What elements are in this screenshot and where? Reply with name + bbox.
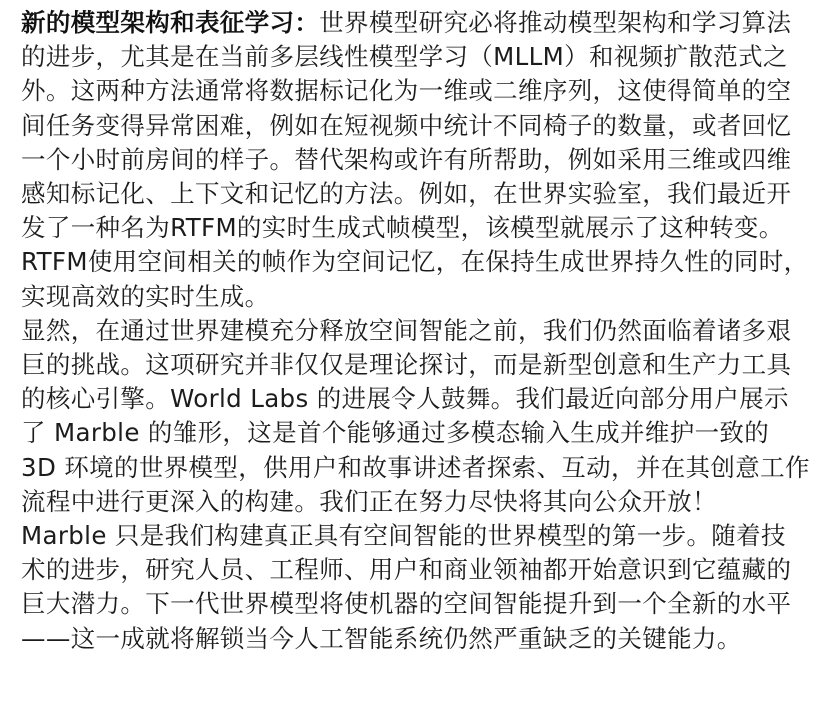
paragraph-marble: [21, 519, 810, 656]
paragraph-text: 世界模型研究必将推动模型架构和学习算法的进步，尤其是在当前多层线性模型学习（MLLM）和视频扩散范式之外。这两种方法通常将数据标记化为一维或二维序列，这使得简单的空间任务变得异常困难，例如在短视频中统计不同椅子的数量，或者回忆一个小时前房间的样子。替代架构或许有所帮助，例如采用三维或四维感知标记化、上下文和记忆的方法。例如，在世界实验室，我们最近开发了一种名为RTFM的实时生成式帧模型，该模型就展示了这种转变。RTFM使用空间相关的帧作为空间记忆，在保持生成世界持久性的同时，实现高效的实时生成。: [21, 8, 809, 311]
paragraph-lead-heading: 新的模型架构和表征学习：: [21, 8, 320, 37]
paragraph-challenges: [21, 314, 810, 519]
paragraph-text: Marble 只是我们构建真正具有空间智能的世界模型的第一步。随着技术的进步，研究人员、工程师、用户和商业领袖都开始意识到它蕴藏的巨大潜力。下一代世界模型将使机器的空间智能提升到一个全新的水平——这一成就将解锁当今人工智能系统仍然严重缺乏的关键能力。: [21, 521, 792, 653]
paragraph-text: 显然，在通过世界建模充分释放空间智能之前，我们仍然面临着诸多艰巨的挑战。这项研究并非仅仅是理论探讨，而是新型创意和生产力工具的核心引擎。World Labs 的进展令人鼓舞。我们最近向部分用户展示了 Marble 的雏形，这是首个能够通过多模态输入生成并维护一致的 3D 环境的世界模型，供用户和故事讲述者探索、互动，并在其创意工作流程中进行更深入的构建。我们正在努力尽快将其向公众开放！: [21, 315, 810, 516]
paragraph-model-architecture: [21, 6, 810, 314]
